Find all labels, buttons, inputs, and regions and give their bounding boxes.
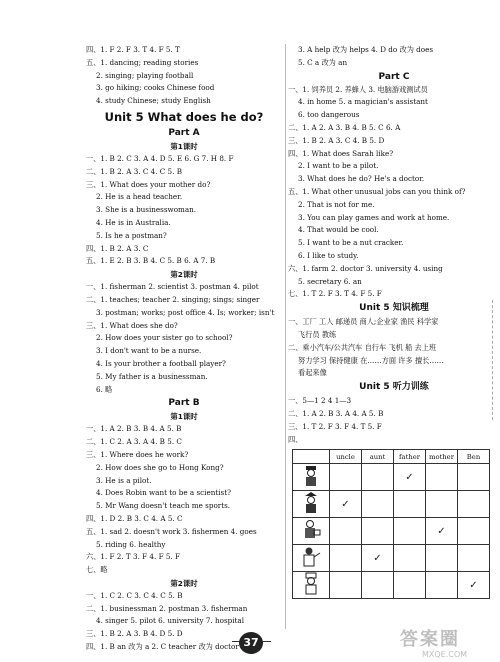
answer-line: 2. I want to be a pilot.	[298, 161, 379, 171]
watermark	[400, 630, 498, 660]
answer-line: 四、1. B 2. A 3. C	[86, 243, 149, 253]
answer-line: 三、1. B 2. A 3. B 4. D 5. D	[86, 629, 183, 639]
left-column	[86, 44, 282, 654]
answer-line: 六、1. F 2. T 3. F 4. F 5. F	[86, 552, 180, 562]
header-Ben: Ben	[458, 450, 490, 464]
police-officer-icon	[293, 491, 330, 518]
part: Part A	[168, 127, 200, 138]
check-mark	[362, 545, 394, 572]
right-column	[288, 44, 500, 599]
check-mark	[426, 518, 458, 545]
empty-cell	[426, 572, 458, 599]
answer-line: 一、5—1 2 4 1—3	[288, 396, 352, 406]
answer-line: 4. study Chinese; study English	[96, 96, 211, 106]
empty-cell	[330, 464, 362, 491]
answer-line: 5. I want to be a nut cracker.	[298, 238, 404, 248]
answer-line: 一、1. fisherman 2. scientist 3. postman 4. pilot	[86, 282, 259, 292]
answer-line: 二、乘小汽车/公共汽车 自行车 飞机 船 去上班	[288, 342, 437, 352]
page-number-badge	[232, 632, 270, 654]
answer-line: 努力学习 保持健康 在……方面 许多 擅长……	[298, 355, 444, 365]
table-row	[293, 491, 490, 518]
person-cap-icon	[293, 464, 330, 491]
sec: Unit 5 听力训练	[359, 382, 429, 393]
sec: Unit 5 知识梳理	[359, 303, 429, 314]
lesson: 第2课时	[170, 578, 198, 588]
answer-line: 2. How does she go to Hong Kong?	[96, 462, 224, 472]
answer-line: 3. You can play games and work at home.	[298, 212, 450, 222]
binding-edge-marks	[492, 300, 499, 420]
empty-cell	[330, 518, 362, 545]
answer-line: 五、1. dancing; reading stories	[86, 57, 199, 67]
answer-line: 七、略	[86, 565, 108, 575]
empty-cell	[362, 491, 394, 518]
empty-cell	[362, 464, 394, 491]
answer-line: 五、1. What other unusual jobs can you think of?	[288, 186, 466, 196]
tick-text: ✓	[437, 525, 446, 537]
empty-cell	[458, 518, 490, 545]
answer-line: 一、1. B 2. C 3. A 4. D 5. E 6. G 7. H 8. F	[86, 153, 234, 163]
empty-cell	[458, 491, 490, 518]
page-number: 37	[239, 632, 263, 654]
right-column-text	[288, 44, 500, 446]
answer-line: 六、1. farm 2. doctor 3. university 4. using	[288, 263, 443, 273]
answer-line: 3. A help 改为 helps 4. D do 改为 does	[298, 45, 434, 54]
answer-line: 二、1. B 2. A 3. C 4. C 5. B	[86, 166, 182, 176]
answer-line: 七、1. T 2. F 3. T 4. F 5. F	[288, 289, 382, 299]
empty-cell	[394, 572, 426, 599]
part: Part C	[378, 71, 410, 82]
tick-text: ✓	[405, 471, 414, 483]
empty-cell	[394, 491, 426, 518]
empty-cell	[458, 545, 490, 572]
answer-line: 4. singer 5. pilot 6. university 7. hospital	[96, 616, 245, 626]
listening-table-header	[293, 450, 490, 464]
answer-line: 一、工厂 工人 邮递员 商人;企业家 渔民 科学家	[288, 317, 439, 327]
answer-line: 五、1. E 2. B 3. B 4. C 5. B 6. A 7. B	[86, 256, 216, 266]
lesson: 第1课时	[170, 141, 198, 151]
lesson: 第2课时	[170, 270, 198, 280]
empty-cell	[330, 545, 362, 572]
answer-line: 四、1. B an 改为 a 2. C teacher 改为 doctor	[86, 642, 239, 652]
answer-line: 2. singing; playing football	[96, 70, 194, 80]
answer-line: 三、1. B 2. A 3. C 4. B 5. D	[288, 135, 385, 145]
answer-line: 四、1. What does Sarah like?	[288, 148, 394, 158]
answer-line: 一、1. A 2. B 3. B 4. A 5. B	[86, 424, 182, 434]
tick-text: ✓	[341, 498, 350, 510]
listening-table	[292, 449, 490, 599]
empty-cell	[394, 518, 426, 545]
answer-line: 2. That is not for me.	[298, 199, 375, 209]
answer-line: 5. Is he a postman?	[96, 230, 167, 240]
check-mark	[394, 464, 426, 491]
answer-line: 看起来像	[298, 368, 327, 378]
table-row	[293, 464, 490, 491]
answer-line: 2. He is a head teacher.	[96, 192, 183, 202]
answer-line: 四、1. F 2. F 3. T 4. F 5. T	[86, 45, 180, 54]
answer-line: 3. What does he do? He's a doctor.	[298, 174, 425, 184]
answer-line: 4. That would be cool.	[298, 225, 379, 235]
tick-text: ✓	[469, 579, 478, 591]
check-mark	[330, 491, 362, 518]
answer-line: 6. too dangerous	[298, 110, 360, 120]
answer-line: 6. I like to study.	[298, 250, 359, 260]
table-row	[293, 572, 490, 599]
answer-line: 3. He is a pilot.	[96, 475, 152, 485]
lesson: 第1课时	[170, 412, 198, 422]
table-row	[293, 518, 490, 545]
answer-line: 五、1. sad 2. doesn't work 3. fishermen 4. goes	[86, 526, 257, 536]
answer-line: 四、	[288, 434, 303, 444]
answer-line: 三、1. T 2. F 3. F 4. T 5. F	[288, 421, 382, 431]
answer-line: 二、1. C 2. A 3. A 4. B 5. C	[86, 437, 182, 447]
empty-cell	[458, 464, 490, 491]
empty-cell	[330, 572, 362, 599]
header-corner	[293, 450, 330, 464]
empty-cell	[394, 545, 426, 572]
part: Part B	[168, 398, 200, 409]
column-divider	[285, 44, 286, 629]
answer-line: 5. riding 6. healthy	[96, 539, 166, 549]
postman-icon	[293, 518, 330, 545]
answer-line: 二、1. A 2. A 3. B 4. B 5. C 6. A	[288, 122, 401, 132]
answer-line: 3. postman; works; post office 4. Is; worker; isn't	[96, 307, 275, 317]
answer-line: 5. My father is a businessman.	[96, 371, 208, 381]
answer-line: 4. Does Robin want to be a scientist?	[96, 488, 231, 498]
empty-cell	[426, 464, 458, 491]
unit-title: Unit 5 What does he do?	[104, 109, 264, 124]
check-mark	[458, 572, 490, 599]
answer-line: 飞行员 教练	[298, 329, 337, 339]
answer-line: 5. Mr Wang doesn't teach me sports.	[96, 501, 231, 511]
answer-line: 6. 略	[96, 384, 113, 394]
answer-line: 4. He is in Australia.	[96, 217, 171, 227]
answer-line: 三、1. Where does he work?	[86, 449, 189, 459]
answer-line: 四、1. D 2. B 3. C 4. A 5. C	[86, 513, 183, 523]
answer-line: 3. I don't want to be a nurse.	[96, 346, 202, 356]
answer-line: 5. secretary 6. an	[298, 276, 362, 286]
answer-line: 2. How does your sister go to school?	[96, 333, 233, 343]
watermark-sub: MXQE.COM	[422, 650, 468, 659]
header-uncle: uncle	[330, 450, 362, 464]
answer-line: 二、1. teaches; teacher 2. singing; sings; singer	[86, 294, 260, 304]
answer-line: 一、1. 饲养员 2. 养蜂人 3. 电脑游戏测试员	[288, 84, 428, 94]
answer-line: 三、1. What does your mother do?	[86, 179, 211, 189]
chef-icon	[293, 572, 330, 599]
header-father: father	[394, 450, 426, 464]
header-aunt: aunt	[362, 450, 394, 464]
answer-line: 一、1. C 2. C 3. C 4. C 5. B	[86, 590, 183, 600]
table-row	[293, 545, 490, 572]
header-mother: mother	[426, 450, 458, 464]
empty-cell	[426, 491, 458, 518]
teacher-icon	[293, 545, 330, 572]
empty-cell	[362, 572, 394, 599]
tick-text: ✓	[373, 552, 382, 564]
empty-cell	[426, 545, 458, 572]
answer-line: 3. go hiking; cooks Chinese food	[96, 83, 215, 93]
answer-line: 二、1. A 2. B 3. A 4. A 5. B	[288, 408, 384, 418]
answer-line: 三、1. What does she do?	[86, 320, 178, 330]
empty-cell	[362, 518, 394, 545]
watermark-main: 答案圈	[400, 629, 460, 650]
decor-dash-right	[263, 641, 271, 646]
answer-line: 3. She is a businesswoman.	[96, 205, 197, 215]
answer-line: 5. C a 改为 an	[298, 57, 348, 67]
answer-line: 4. in home 5. a magician's assistant	[298, 97, 428, 107]
answer-line: 二、1. businessman 2. postman 3. fisherman	[86, 603, 248, 613]
answer-line: 4. Is your brother a football player?	[96, 358, 226, 368]
